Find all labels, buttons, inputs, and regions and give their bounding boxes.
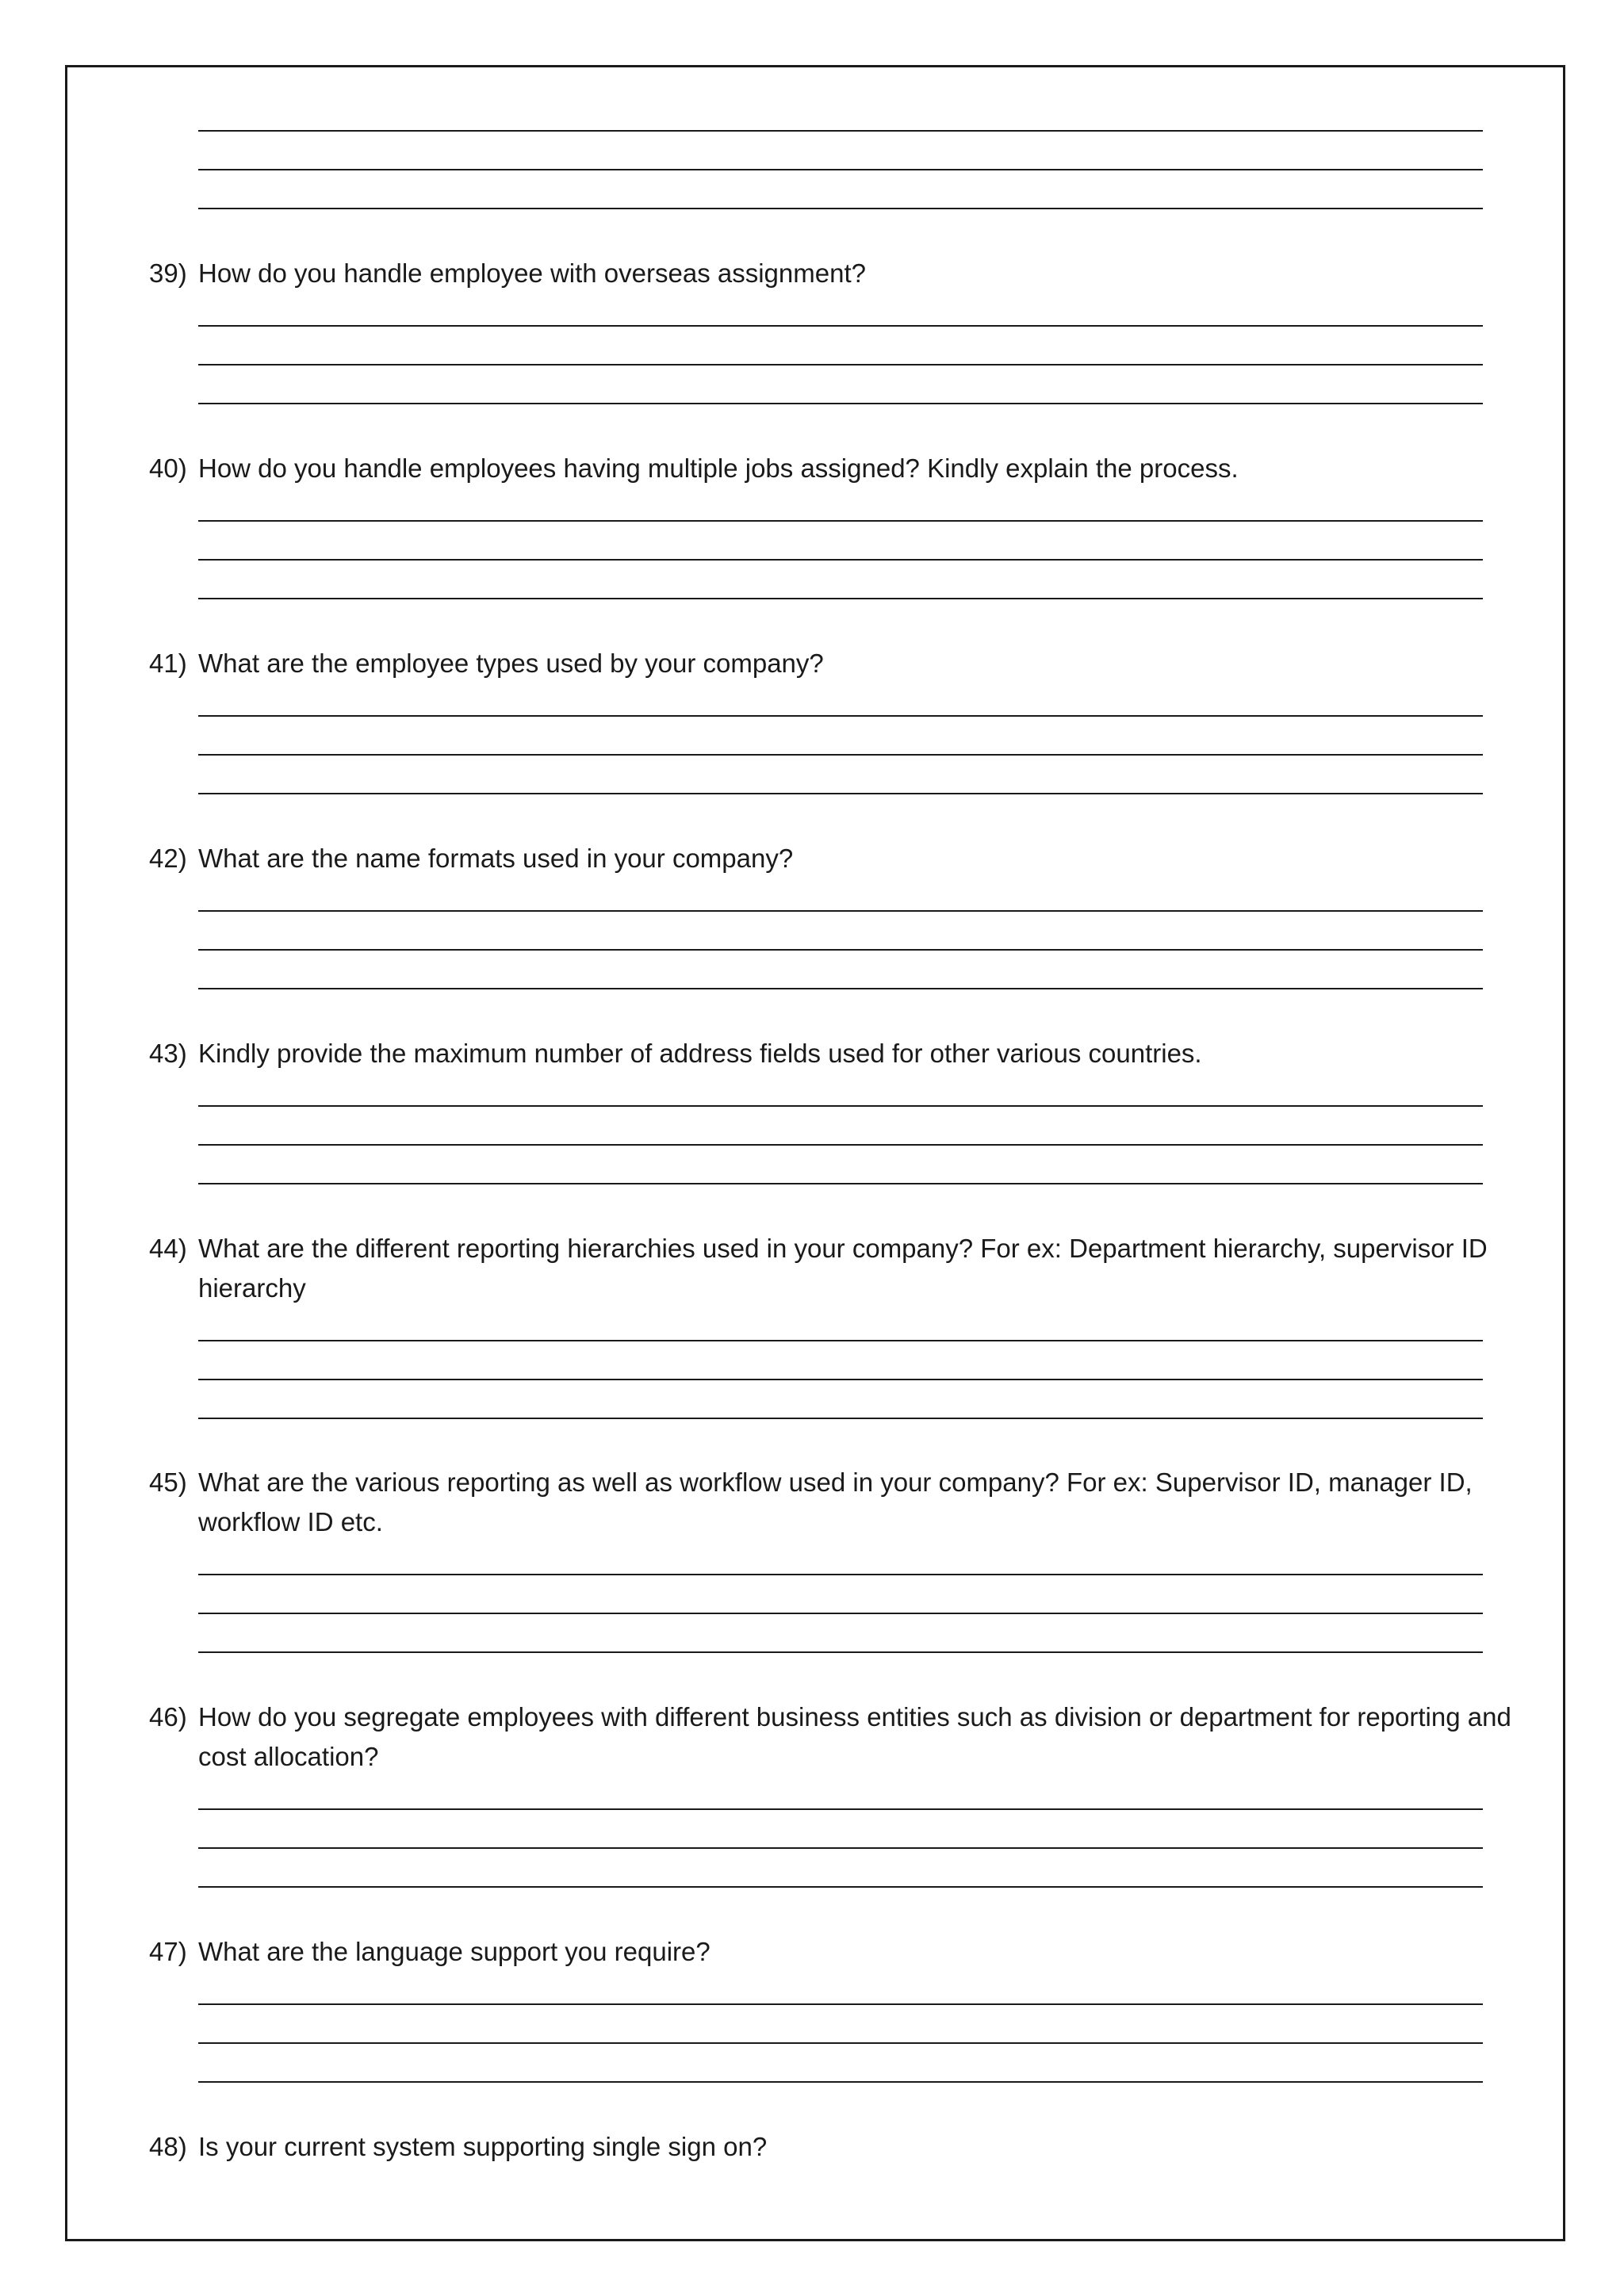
question-number: 39) — [149, 258, 187, 288]
answer-line[interactable] — [198, 1340, 1483, 1341]
question-text: How do you handle employee with overseas assignment? — [198, 258, 866, 288]
answer-line[interactable] — [198, 2042, 1483, 2044]
answer-line[interactable] — [198, 715, 1483, 717]
question-number: 48) — [149, 2132, 187, 2161]
answer-line[interactable] — [198, 1183, 1483, 1184]
question-text: What are the employee types used by your company? — [198, 649, 824, 678]
question-39 — [149, 254, 1513, 293]
question-number: 45) — [149, 1468, 187, 1497]
question-44 — [149, 1229, 1513, 1308]
answer-line[interactable] — [198, 1105, 1483, 1107]
answer-line[interactable] — [198, 208, 1483, 209]
question-47 — [149, 1932, 1513, 1972]
answer-line[interactable] — [198, 949, 1483, 951]
answer-line[interactable] — [198, 1418, 1483, 1419]
answer-line[interactable] — [198, 1574, 1483, 1575]
question-48 — [149, 2127, 1513, 2167]
answer-line[interactable] — [198, 325, 1483, 327]
answer-line[interactable] — [198, 793, 1483, 794]
question-text: What are the name formats used in your company? — [198, 844, 794, 873]
question-43 — [149, 1034, 1513, 1073]
answer-line[interactable] — [198, 1651, 1483, 1653]
question-45 — [149, 1463, 1513, 1542]
question-number: 42) — [149, 844, 187, 873]
question-number: 47) — [149, 1937, 187, 1966]
answer-line[interactable] — [198, 1847, 1483, 1849]
question-number: 41) — [149, 649, 187, 678]
answer-line[interactable] — [198, 1886, 1483, 1888]
answer-line[interactable] — [198, 988, 1483, 989]
question-number: 40) — [149, 453, 187, 483]
answer-line[interactable] — [198, 559, 1483, 561]
question-number: 43) — [149, 1039, 187, 1068]
question-40 — [149, 449, 1513, 488]
answer-line[interactable] — [198, 754, 1483, 756]
answer-line[interactable] — [198, 130, 1483, 132]
question-text: What are the language support you require? — [198, 1937, 710, 1966]
answer-line[interactable] — [198, 1144, 1483, 1146]
question-text: How do you segregate employees with different business entities such as division or department for reporting and cost allocation? — [198, 1702, 1511, 1771]
question-42 — [149, 839, 1513, 878]
answer-line[interactable] — [198, 2081, 1483, 2083]
question-text: Kindly provide the maximum number of address fields used for other various countries. — [198, 1039, 1202, 1068]
answer-line[interactable] — [198, 1613, 1483, 1614]
question-text: Is your current system supporting single sign on? — [198, 2132, 768, 2161]
question-number: 46) — [149, 1702, 187, 1732]
answer-line[interactable] — [198, 2003, 1483, 2005]
answer-line[interactable] — [198, 169, 1483, 170]
answer-line[interactable] — [198, 403, 1483, 404]
question-46 — [149, 1697, 1513, 1777]
answer-line[interactable] — [198, 910, 1483, 912]
question-41 — [149, 644, 1513, 683]
question-text: What are the various reporting as well as workflow used in your company? For ex: Supervisor ID, manager ID, workflow ID etc. — [198, 1468, 1473, 1536]
answer-line[interactable] — [198, 1379, 1483, 1380]
question-number: 44) — [149, 1234, 187, 1263]
answer-line[interactable] — [198, 520, 1483, 522]
question-text: How do you handle employees having multiple jobs assigned? Kindly explain the process. — [198, 453, 1239, 483]
answer-line[interactable] — [198, 1808, 1483, 1810]
answer-line[interactable] — [198, 598, 1483, 599]
answer-line[interactable] — [198, 364, 1483, 365]
page-border — [65, 65, 1565, 2241]
question-text: What are the different reporting hierarchies used in your company? For ex: Department hierarchy, supervisor ID hierarchy — [198, 1234, 1488, 1303]
